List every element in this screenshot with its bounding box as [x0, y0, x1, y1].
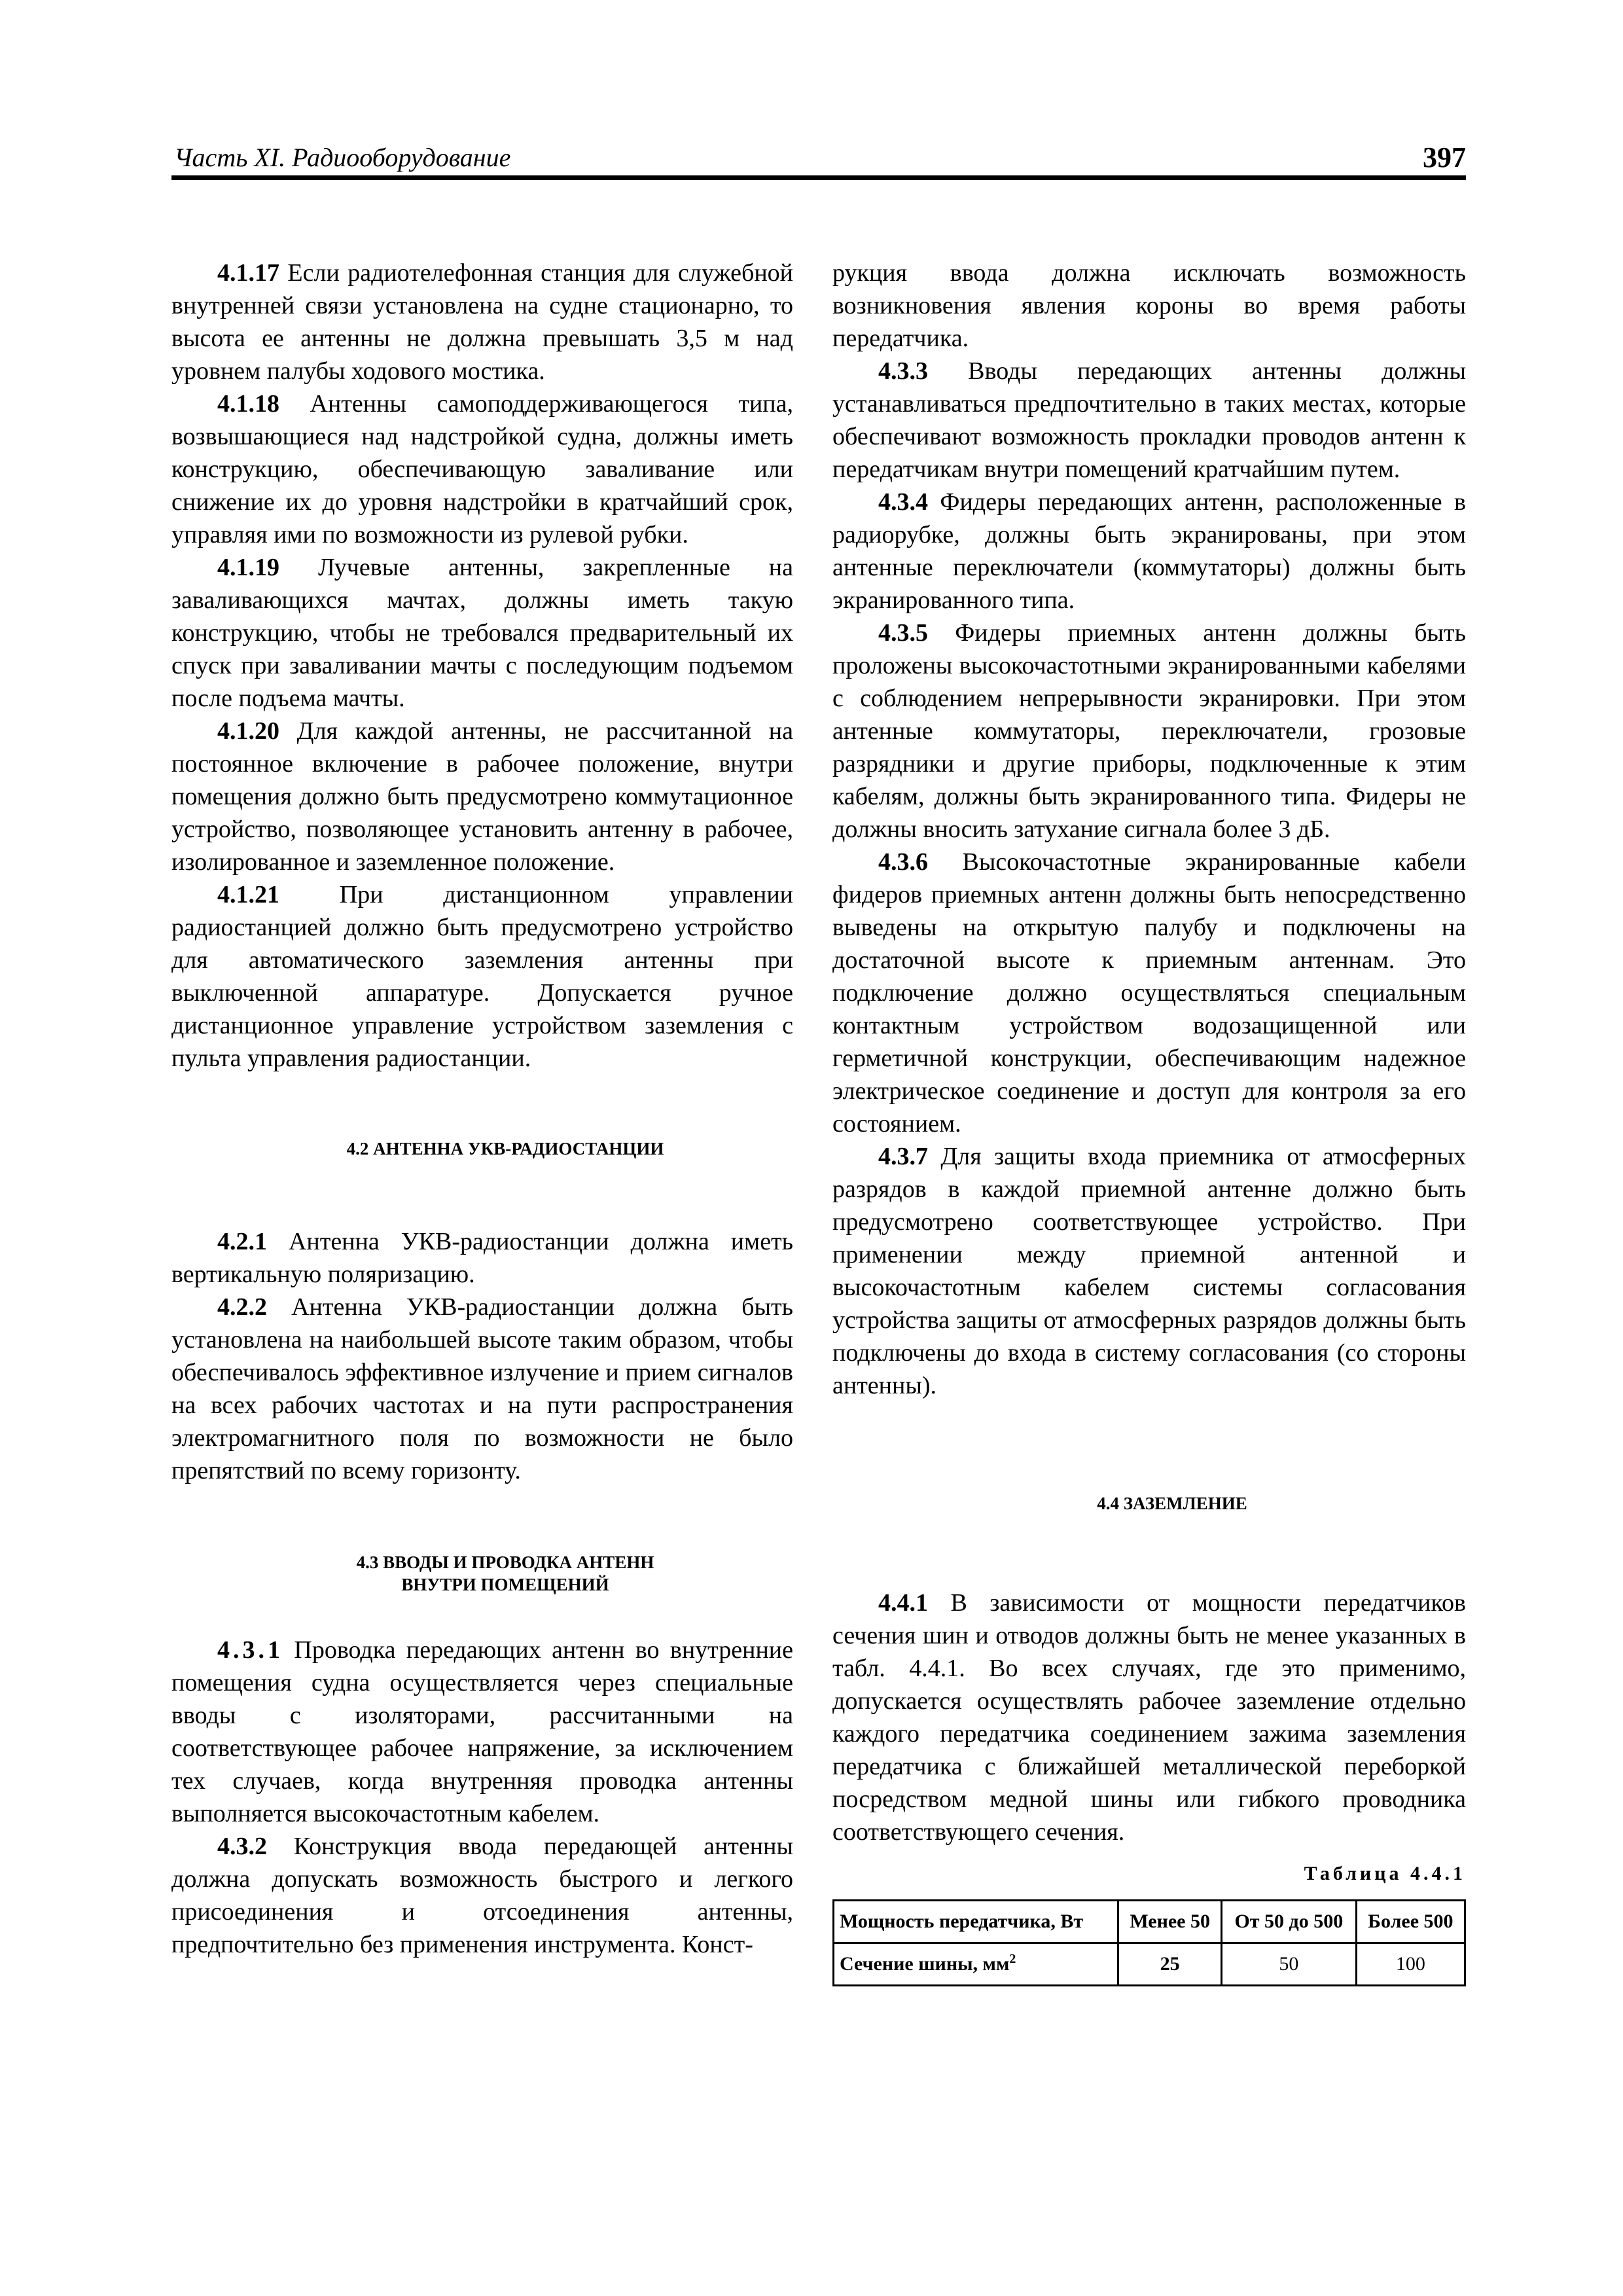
paragraph-4-3-4: [832, 486, 1466, 617]
table-row: [834, 1943, 1465, 1986]
section-title-4-3: [171, 1551, 793, 1596]
clause-text: Конструкция ввода передающей антенны должна допускать возможность быстрого и легкого присоединения и отсоединения антенны, предпочтительно без применения инструмента. Конст-: [171, 1833, 793, 1958]
table-cell: [834, 1943, 1118, 1986]
clause-number: 4.1.17: [217, 259, 279, 287]
clause-number: 4.1.21: [217, 881, 279, 908]
clause-number: 4.3.6: [878, 848, 928, 876]
clause-text: Проводка передающих антенн во внутренние помещения судна осуществляется через специальные вводы с изоляторами, рассчитанными на соответствующее рабочее напряжение, за исключением тех случаев, когда внутренняя проводка антенны выполняется высокочастотным кабелем.: [171, 1636, 793, 1827]
section-title-4-4: 4.4 ЗАЗЕМЛЕНИЕ: [1097, 1494, 1247, 1513]
page-number: 397: [1423, 141, 1466, 173]
superscript: 2: [1009, 1952, 1016, 1966]
header-rule: [171, 175, 1466, 180]
clause-text: Антенна УКВ-радиостанции должна иметь вертикальную поляризацию.: [171, 1228, 793, 1288]
clause-number: 4.1.18: [217, 390, 279, 418]
paragraph-4-3-1: [171, 1634, 793, 1830]
table-caption: Таблица 4.4.1: [1304, 1863, 1466, 1884]
clause-number: 4.3.2: [217, 1833, 267, 1860]
clause-number: 4.2.2: [217, 1293, 267, 1321]
paragraph-4-2-1: [171, 1225, 793, 1291]
clause-number: 4.3.1: [217, 1636, 283, 1664]
left-column: [171, 257, 793, 1961]
section-title-line: 4.3 ВВОДЫ И ПРОВОДКА АНТЕНН: [356, 1552, 654, 1572]
clause-number: 4.3.5: [878, 619, 928, 647]
table-cell: От 50 до 500: [1222, 1901, 1357, 1943]
paragraph-4-3-6: [832, 846, 1466, 1140]
clause-text: Антенны самоподдерживающегося типа, возвышающиеся над надстройкой судна, должны иметь конструкцию, обеспечивающую заваливание или снижение их до уровня надстройки в кратчайший срок, управляя ими по возможности из рулевой рубки.: [171, 390, 793, 548]
clause-text: Фидеры приемных антенн должны быть проложены высокочастотными экранированными кабелями с соблюдением непрерывности экранировки. При этом антенные коммутаторы, переключатели, грозовые разрядники и другие приборы, подключенные к этим кабелям, должны быть экранированного типа. Фидеры не должны вносить затухание сигнала более 3 дБ.: [832, 619, 1466, 843]
table-cell: 50: [1222, 1943, 1357, 1986]
header-title: Часть XI. Радиооборудование: [174, 143, 511, 172]
clause-number: 4.3.7: [878, 1143, 928, 1170]
paragraph-4-2-2: [171, 1291, 793, 1487]
table-cell: Мощность передатчика, Вт: [834, 1901, 1118, 1943]
paragraph-4-1-21: [171, 878, 793, 1075]
clause-text: Лучевые антенны, закрепленные на заваливающихся мачтах, должны иметь такую конструкцию, чтобы не требовался предварительный их спуск при заваливании мачты с последующим подъемом после подъема мачты.: [171, 554, 793, 712]
paragraph-4-1-19: [171, 551, 793, 715]
clause-text: Для защиты входа приемника от атмосферных разрядов в каждой приемной антенне должно быть предусмотрено соответствующее устройство. При применении между приемной антенной и высокочастотным кабелем системы согласования устройства защиты от атмосферных разрядов должны быть подключены до входа в систему согласования (со стороны антенны).: [832, 1143, 1466, 1399]
paragraph-4-3-3: [832, 355, 1466, 486]
table-cell: Более 500: [1356, 1901, 1465, 1943]
paragraph-4-1-17: [171, 257, 793, 387]
clause-text: В зависимости от мощности передатчиков сечения шин и отводов должны быть не менее указанных в табл. 4.4.1. Во всех случаях, где это применимо, допускается осуществлять рабочее заземление отдельно каждого передатчика соединением зажима заземления передатчика с ближайшей металлической переборкой посредством медной шины или гибкого проводника соответствующего сечения.: [832, 1589, 1466, 1846]
clause-text: Для каждой антенны, не рассчитанной на постоянное включение в рабочее положение, внутри помещения должно быть предусмотрено коммутационное устройство, позволяющее установить антенну в рабочее, изолированное и заземленное положение.: [171, 717, 793, 876]
paragraph-4-1-20: [171, 715, 793, 878]
paragraph-4-3-5: [832, 617, 1466, 846]
right-column: [832, 257, 1466, 1986]
clause-text: Если радиотелефонная станция для служебной внутренней связи установлена на судне стационарно, то высота ее антенны не должна превышать 3,5 м над уровнем палубы ходового мостика.: [171, 259, 793, 385]
clause-number: 4.3.4: [878, 488, 928, 516]
paragraph-4-3-2: [171, 1830, 793, 1961]
table-row: [834, 1901, 1465, 1943]
paragraph-4-3-2-continued: рукция ввода должна исключать возможность возникновения явления короны во время работы передатчика.: [832, 259, 1466, 352]
row-label: Сечение шины, мм: [840, 1953, 1010, 1975]
grounding-table: [832, 1899, 1466, 1986]
table-cell: Менее 50: [1118, 1901, 1222, 1943]
clause-number: 4.4.1: [878, 1589, 928, 1617]
table-cell: 25: [1118, 1943, 1222, 1986]
section-title-4-2: 4.2 АНТЕННА УКВ-РАДИОСТАНЦИИ: [346, 1139, 664, 1158]
section-title-line: ВНУТРИ ПОМЕЩЕНИЙ: [401, 1575, 609, 1594]
clause-text: Антенна УКВ-радиостанции должна быть установлена на наибольшей высоте таким образом, чтобы обеспечивалось эффективное излучение и прием сигналов на всех рабочих частотах и на пути распространения электромагнитного поля по возможности не было препятствий по всему горизонту.: [171, 1293, 793, 1484]
clause-number: 4.1.19: [217, 554, 279, 581]
clause-number: 4.1.20: [217, 717, 279, 745]
paragraph-4-1-18: [171, 387, 793, 551]
clause-text: Высокочастотные экранированные кабели фидеров приемных антенн должны быть непосредственно выведены на открытую палубу и подключены на достаточной высоте к приемным антеннам. Это подключение должно осуществляться специальным контактным устройством водозащищенной или герметичной конструкции, обеспечивающим надежное электрическое соединение и доступ для контроля за его состоянием.: [832, 848, 1466, 1138]
paragraph-4-3-7: [832, 1140, 1466, 1402]
clause-number: 4.3.3: [878, 357, 928, 385]
table-cell: 100: [1356, 1943, 1465, 1986]
paragraph-4-4-1: [832, 1587, 1466, 1848]
clause-number: 4.2.1: [217, 1228, 267, 1255]
clause-text: Вводы передающих антенны должны устанавливаться предпочтительно в таких местах, которые обеспечивают возможность прокладки проводов антенн к передатчикам внутри помещений кратчайшим путем.: [832, 357, 1466, 483]
clause-text: Фидеры передающих антенн, расположенные в радиорубке, должны быть экранированы, при этом антенные переключатели (коммутаторы) должны быть экранированного типа.: [832, 488, 1466, 614]
running-header: [171, 141, 1466, 180]
clause-text: При дистанционном управлении радиостанцией должно быть предусмотрено устройство для автоматического заземления антенны при выключенной аппаратуре. Допускается ручное дистанционное управление устройством заземления с пульта управления радиостанции.: [171, 881, 793, 1072]
